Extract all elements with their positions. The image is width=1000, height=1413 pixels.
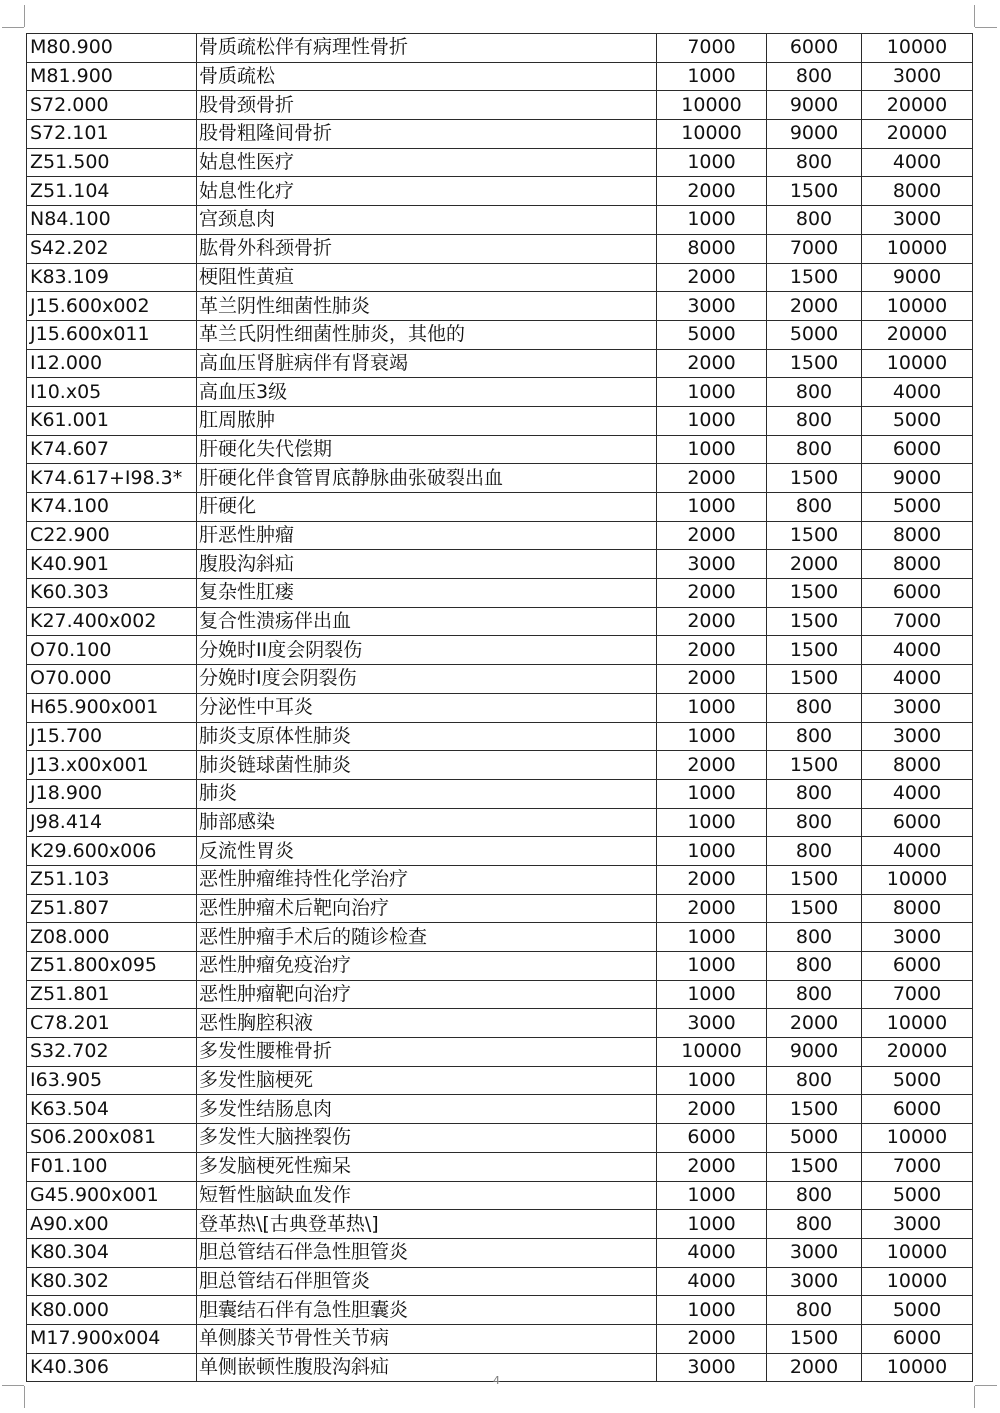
table-row	[27, 579, 973, 608]
amount-2-cell: 1500	[767, 579, 862, 608]
diagnosis-name-cell: 单侧嵌顿性腹股沟斜疝	[197, 1353, 657, 1382]
table-row	[27, 263, 973, 292]
amount-3-cell: 5000	[862, 1296, 973, 1325]
table-row	[27, 1066, 973, 1095]
table-row	[27, 1210, 973, 1239]
diagnosis-name-cell: 肺炎	[197, 779, 657, 808]
amount-3-cell: 4000	[862, 779, 973, 808]
diagnosis-code-cell: M80.900	[27, 34, 197, 63]
table-row	[27, 148, 973, 177]
amount-2-cell: 1500	[767, 349, 862, 378]
table-row	[27, 923, 973, 952]
diagnosis-name-cell: 复合性溃疡伴出血	[197, 607, 657, 636]
amount-3-cell: 10000	[862, 349, 973, 378]
amount-2-cell: 800	[767, 779, 862, 808]
crop-mark	[24, 5, 25, 27]
amount-2-cell: 3000	[767, 1267, 862, 1296]
diagnosis-code-cell: I12.000	[27, 349, 197, 378]
diagnosis-code-cell: K60.303	[27, 579, 197, 608]
amount-1-cell: 2000	[657, 665, 767, 694]
diagnosis-name-cell: 肺炎链球菌性肺炎	[197, 751, 657, 780]
diagnosis-code-cell: J98.414	[27, 808, 197, 837]
diagnosis-name-cell: 姑息性化疗	[197, 177, 657, 206]
table-row	[27, 1009, 973, 1038]
amount-3-cell: 8000	[862, 177, 973, 206]
table-row	[27, 120, 973, 149]
amount-3-cell: 20000	[862, 1038, 973, 1067]
amount-3-cell: 7000	[862, 607, 973, 636]
table-row	[27, 1095, 973, 1124]
diagnosis-code-cell: H65.900x001	[27, 693, 197, 722]
diagnosis-name-cell: 肝恶性肿瘤	[197, 521, 657, 550]
amount-2-cell: 1500	[767, 636, 862, 665]
diagnosis-name-cell: 多发性腰椎骨折	[197, 1038, 657, 1067]
diagnosis-name-cell: 肝硬化伴食管胃底静脉曲张破裂出血	[197, 464, 657, 493]
diagnosis-code-cell: N84.100	[27, 206, 197, 235]
diagnosis-name-cell: 骨质疏松伴有病理性骨折	[197, 34, 657, 63]
amount-3-cell: 3000	[862, 923, 973, 952]
diagnosis-name-cell: 单侧膝关节骨性关节病	[197, 1324, 657, 1353]
amount-1-cell: 2000	[657, 464, 767, 493]
amount-1-cell: 3000	[657, 292, 767, 321]
table-row	[27, 837, 973, 866]
amount-3-cell: 20000	[862, 320, 973, 349]
diagnosis-code-cell: Z51.103	[27, 865, 197, 894]
diagnosis-name-cell: 肺炎支原体性肺炎	[197, 722, 657, 751]
amount-3-cell: 4000	[862, 837, 973, 866]
amount-2-cell: 800	[767, 952, 862, 981]
table-row	[27, 952, 973, 981]
amount-2-cell: 800	[767, 435, 862, 464]
diagnosis-code-cell: K40.901	[27, 550, 197, 579]
diagnosis-name-cell: 腹股沟斜疝	[197, 550, 657, 579]
diagnosis-name-cell: 肺部感染	[197, 808, 657, 837]
amount-1-cell: 2000	[657, 607, 767, 636]
amount-3-cell: 6000	[862, 579, 973, 608]
amount-3-cell: 10000	[862, 1124, 973, 1153]
table-row	[27, 378, 973, 407]
diagnosis-name-cell: 骨质疏松	[197, 62, 657, 91]
amount-2-cell: 2000	[767, 550, 862, 579]
diagnosis-code-cell: A90.x00	[27, 1210, 197, 1239]
amount-3-cell: 3000	[862, 722, 973, 751]
amount-2-cell: 1500	[767, 1152, 862, 1181]
diagnosis-name-cell: 股骨颈骨折	[197, 91, 657, 120]
diagnosis-code-cell: S32.702	[27, 1038, 197, 1067]
amount-1-cell: 3000	[657, 1009, 767, 1038]
amount-2-cell: 1500	[767, 865, 862, 894]
table-row	[27, 779, 973, 808]
amount-1-cell: 2000	[657, 521, 767, 550]
amount-3-cell: 20000	[862, 120, 973, 149]
amount-1-cell: 10000	[657, 91, 767, 120]
diagnosis-name-cell: 恶性肿瘤靶向治疗	[197, 980, 657, 1009]
amount-3-cell: 5000	[862, 1181, 973, 1210]
diagnosis-name-cell: 梗阻性黄疸	[197, 263, 657, 292]
amount-2-cell: 2000	[767, 292, 862, 321]
amount-3-cell: 3000	[862, 62, 973, 91]
amount-2-cell: 5000	[767, 1124, 862, 1153]
diagnosis-code-cell: K74.617+I98.3*	[27, 464, 197, 493]
amount-1-cell: 1000	[657, 1210, 767, 1239]
table-row	[27, 1267, 973, 1296]
amount-1-cell: 2000	[657, 751, 767, 780]
crop-mark	[24, 1386, 25, 1408]
diagnosis-name-cell: 复杂性肛瘘	[197, 579, 657, 608]
table-row	[27, 1181, 973, 1210]
amount-2-cell: 1500	[767, 894, 862, 923]
table-row	[27, 206, 973, 235]
amount-2-cell: 6000	[767, 34, 862, 63]
amount-3-cell: 10000	[862, 34, 973, 63]
table-row	[27, 865, 973, 894]
diagnosis-name-cell: 肝硬化失代偿期	[197, 435, 657, 464]
amount-2-cell: 800	[767, 923, 862, 952]
diagnosis-name-cell: 反流性胃炎	[197, 837, 657, 866]
diagnosis-code-cell: K80.304	[27, 1238, 197, 1267]
table-row	[27, 320, 973, 349]
amount-3-cell: 10000	[862, 292, 973, 321]
amount-2-cell: 1500	[767, 607, 862, 636]
amount-3-cell: 10000	[862, 1353, 973, 1382]
diagnosis-code-cell: Z51.807	[27, 894, 197, 923]
table-row	[27, 808, 973, 837]
crop-mark	[975, 27, 997, 28]
amount-3-cell: 6000	[862, 952, 973, 981]
diagnosis-code-cell: F01.100	[27, 1152, 197, 1181]
diagnosis-code-cell: J18.900	[27, 779, 197, 808]
amount-2-cell: 1500	[767, 665, 862, 694]
table-row	[27, 1038, 973, 1067]
amount-3-cell: 8000	[862, 894, 973, 923]
diagnosis-table-body	[27, 34, 973, 1382]
amount-1-cell: 1000	[657, 923, 767, 952]
diagnosis-name-cell: 分泌性中耳炎	[197, 693, 657, 722]
crop-mark	[2, 27, 24, 28]
amount-1-cell: 3000	[657, 550, 767, 579]
amount-2-cell: 800	[767, 1210, 862, 1239]
amount-2-cell: 800	[767, 808, 862, 837]
diagnosis-code-cell: J13.x00x001	[27, 751, 197, 780]
diagnosis-code-cell: K61.001	[27, 406, 197, 435]
diagnosis-code-cell: O70.100	[27, 636, 197, 665]
amount-1-cell: 3000	[657, 1353, 767, 1382]
amount-1-cell: 8000	[657, 234, 767, 263]
table-row	[27, 292, 973, 321]
amount-3-cell: 9000	[862, 263, 973, 292]
table-row	[27, 464, 973, 493]
table-row	[27, 521, 973, 550]
amount-2-cell: 2000	[767, 1353, 862, 1382]
diagnosis-code-cell: K80.302	[27, 1267, 197, 1296]
amount-1-cell: 2000	[657, 1324, 767, 1353]
amount-3-cell: 3000	[862, 1210, 973, 1239]
amount-2-cell: 800	[767, 980, 862, 1009]
diagnosis-name-cell: 多发性脑梗死	[197, 1066, 657, 1095]
amount-3-cell: 10000	[862, 1267, 973, 1296]
amount-1-cell: 2000	[657, 636, 767, 665]
table-row	[27, 607, 973, 636]
table-row	[27, 1296, 973, 1325]
diagnosis-code-cell: K74.100	[27, 493, 197, 522]
amount-2-cell: 800	[767, 1181, 862, 1210]
diagnosis-name-cell: 胆总管结石伴急性胆管炎	[197, 1238, 657, 1267]
amount-2-cell: 800	[767, 406, 862, 435]
diagnosis-code-cell: K27.400x002	[27, 607, 197, 636]
table-row	[27, 665, 973, 694]
table-row	[27, 435, 973, 464]
table-row	[27, 1152, 973, 1181]
amount-1-cell: 1000	[657, 435, 767, 464]
amount-1-cell: 4000	[657, 1238, 767, 1267]
diagnosis-code-cell: Z51.500	[27, 148, 197, 177]
table-row	[27, 1324, 973, 1353]
amount-3-cell: 5000	[862, 1066, 973, 1095]
diagnosis-code-cell: C22.900	[27, 521, 197, 550]
amount-3-cell: 7000	[862, 1152, 973, 1181]
amount-1-cell: 1000	[657, 952, 767, 981]
table-row	[27, 406, 973, 435]
diagnosis-name-cell: 宫颈息肉	[197, 206, 657, 235]
diagnosis-code-cell: K63.504	[27, 1095, 197, 1124]
amount-2-cell: 800	[767, 837, 862, 866]
diagnosis-code-cell: J15.600x002	[27, 292, 197, 321]
amount-3-cell: 8000	[862, 521, 973, 550]
amount-1-cell: 1000	[657, 808, 767, 837]
diagnosis-code-cell: S72.000	[27, 91, 197, 120]
amount-3-cell: 3000	[862, 693, 973, 722]
amount-3-cell: 9000	[862, 464, 973, 493]
diagnosis-name-cell: 登革热\[古典登革热\]	[197, 1210, 657, 1239]
table-row	[27, 751, 973, 780]
diagnosis-name-cell: 恶性肿瘤免疫治疗	[197, 952, 657, 981]
table-row	[27, 177, 973, 206]
table-row	[27, 1238, 973, 1267]
diagnosis-code-cell: M17.900x004	[27, 1324, 197, 1353]
amount-3-cell: 6000	[862, 1095, 973, 1124]
amount-3-cell: 8000	[862, 550, 973, 579]
diagnosis-name-cell: 革兰阴性细菌性肺炎	[197, 292, 657, 321]
table-row	[27, 636, 973, 665]
amount-2-cell: 1500	[767, 1095, 862, 1124]
crop-mark	[974, 1386, 975, 1408]
amount-1-cell: 1000	[657, 1066, 767, 1095]
crop-mark	[974, 5, 975, 27]
amount-2-cell: 1500	[767, 464, 862, 493]
amount-1-cell: 4000	[657, 1267, 767, 1296]
diagnosis-name-cell: 多发性大脑挫裂伤	[197, 1124, 657, 1153]
table-row	[27, 550, 973, 579]
amount-2-cell: 800	[767, 206, 862, 235]
amount-1-cell: 1000	[657, 1296, 767, 1325]
amount-3-cell: 4000	[862, 378, 973, 407]
amount-1-cell: 2000	[657, 1095, 767, 1124]
amount-3-cell: 6000	[862, 1324, 973, 1353]
amount-2-cell: 1500	[767, 177, 862, 206]
amount-1-cell: 10000	[657, 120, 767, 149]
amount-1-cell: 1000	[657, 1181, 767, 1210]
amount-3-cell: 4000	[862, 665, 973, 694]
amount-2-cell: 800	[767, 722, 862, 751]
diagnosis-name-cell: 高血压3级	[197, 378, 657, 407]
page-number: 4	[493, 1374, 500, 1387]
table-row	[27, 980, 973, 1009]
amount-1-cell: 7000	[657, 34, 767, 63]
amount-2-cell: 1500	[767, 263, 862, 292]
amount-1-cell: 1000	[657, 980, 767, 1009]
diagnosis-code-cell: M81.900	[27, 62, 197, 91]
amount-1-cell: 2000	[657, 263, 767, 292]
amount-1-cell: 2000	[657, 865, 767, 894]
diagnosis-code-cell: G45.900x001	[27, 1181, 197, 1210]
diagnosis-name-cell: 短暂性脑缺血发作	[197, 1181, 657, 1210]
diagnosis-name-cell: 多发性结肠息肉	[197, 1095, 657, 1124]
amount-3-cell: 4000	[862, 148, 973, 177]
amount-1-cell: 1000	[657, 722, 767, 751]
diagnosis-code-cell: K80.000	[27, 1296, 197, 1325]
diagnosis-name-cell: 分娩时II度会阴裂伤	[197, 636, 657, 665]
amount-3-cell: 6000	[862, 808, 973, 837]
amount-2-cell: 800	[767, 1296, 862, 1325]
diagnosis-code-cell: C78.201	[27, 1009, 197, 1038]
amount-2-cell: 9000	[767, 91, 862, 120]
amount-3-cell: 5000	[862, 406, 973, 435]
amount-2-cell: 800	[767, 1066, 862, 1095]
amount-2-cell: 9000	[767, 1038, 862, 1067]
diagnosis-code-cell: J15.600x011	[27, 320, 197, 349]
table-row	[27, 234, 973, 263]
diagnosis-code-cell: J15.700	[27, 722, 197, 751]
amount-1-cell: 1000	[657, 206, 767, 235]
amount-2-cell: 5000	[767, 320, 862, 349]
amount-3-cell: 5000	[862, 493, 973, 522]
amount-2-cell: 9000	[767, 120, 862, 149]
amount-1-cell: 2000	[657, 177, 767, 206]
amount-2-cell: 800	[767, 148, 862, 177]
amount-1-cell: 1000	[657, 148, 767, 177]
amount-1-cell: 2000	[657, 894, 767, 923]
amount-1-cell: 10000	[657, 1038, 767, 1067]
diagnosis-code-cell: O70.000	[27, 665, 197, 694]
amount-1-cell: 1000	[657, 62, 767, 91]
amount-3-cell: 8000	[862, 751, 973, 780]
diagnosis-code-cell: K83.109	[27, 263, 197, 292]
amount-3-cell: 3000	[862, 206, 973, 235]
table-row	[27, 62, 973, 91]
amount-2-cell: 800	[767, 493, 862, 522]
amount-2-cell: 7000	[767, 234, 862, 263]
diagnosis-code-cell: K74.607	[27, 435, 197, 464]
amount-1-cell: 1000	[657, 493, 767, 522]
amount-3-cell: 10000	[862, 1238, 973, 1267]
amount-1-cell: 1000	[657, 406, 767, 435]
amount-3-cell: 20000	[862, 91, 973, 120]
amount-2-cell: 1500	[767, 751, 862, 780]
amount-1-cell: 2000	[657, 1152, 767, 1181]
diagnosis-name-cell: 股骨粗隆间骨折	[197, 120, 657, 149]
diagnosis-name-cell: 革兰氏阴性细菌性肺炎，其他的	[197, 320, 657, 349]
table-row	[27, 693, 973, 722]
diagnosis-code-cell: Z08.000	[27, 923, 197, 952]
diagnosis-name-cell: 姑息性医疗	[197, 148, 657, 177]
diagnosis-code-cell: S72.101	[27, 120, 197, 149]
amount-1-cell: 2000	[657, 349, 767, 378]
amount-3-cell: 4000	[862, 636, 973, 665]
diagnosis-code-cell: I10.x05	[27, 378, 197, 407]
amount-3-cell: 10000	[862, 865, 973, 894]
amount-2-cell: 1500	[767, 521, 862, 550]
table-row	[27, 894, 973, 923]
diagnosis-code-cell: Z51.104	[27, 177, 197, 206]
amount-1-cell: 1000	[657, 779, 767, 808]
diagnosis-code-cell: K29.600x006	[27, 837, 197, 866]
amount-2-cell: 1500	[767, 1324, 862, 1353]
amount-3-cell: 10000	[862, 1009, 973, 1038]
amount-3-cell: 7000	[862, 980, 973, 1009]
table-row	[27, 493, 973, 522]
table-row	[27, 91, 973, 120]
amount-1-cell: 1000	[657, 378, 767, 407]
diagnosis-name-cell: 肱骨外科颈骨折	[197, 234, 657, 263]
amount-1-cell: 5000	[657, 320, 767, 349]
amount-1-cell: 1000	[657, 837, 767, 866]
amount-1-cell: 1000	[657, 693, 767, 722]
amount-1-cell: 2000	[657, 579, 767, 608]
crop-mark	[2, 1385, 24, 1386]
amount-1-cell: 6000	[657, 1124, 767, 1153]
table-row	[27, 722, 973, 751]
amount-2-cell: 800	[767, 378, 862, 407]
table-row	[27, 1124, 973, 1153]
diagnosis-code-cell: Z51.800x095	[27, 952, 197, 981]
diagnosis-name-cell: 肛周脓肿	[197, 406, 657, 435]
diagnosis-name-cell: 肝硬化	[197, 493, 657, 522]
amount-2-cell: 800	[767, 62, 862, 91]
diagnosis-name-cell: 胆总管结石伴胆管炎	[197, 1267, 657, 1296]
diagnosis-code-cell: I63.905	[27, 1066, 197, 1095]
diagnosis-table	[26, 33, 973, 1382]
amount-2-cell: 800	[767, 693, 862, 722]
diagnosis-name-cell: 恶性肿瘤维持性化学治疗	[197, 865, 657, 894]
diagnosis-name-cell: 恶性胸腔积液	[197, 1009, 657, 1038]
table-row	[27, 349, 973, 378]
diagnosis-name-cell: 恶性肿瘤术后靶向治疗	[197, 894, 657, 923]
diagnosis-code-cell: S06.200x081	[27, 1124, 197, 1153]
diagnosis-name-cell: 胆囊结石伴有急性胆囊炎	[197, 1296, 657, 1325]
amount-2-cell: 2000	[767, 1009, 862, 1038]
diagnosis-name-cell: 恶性肿瘤手术后的随诊检查	[197, 923, 657, 952]
diagnosis-name-cell: 多发脑梗死性痴呆	[197, 1152, 657, 1181]
diagnosis-name-cell: 分娩时I度会阴裂伤	[197, 665, 657, 694]
crop-mark	[975, 1385, 997, 1386]
diagnosis-code-cell: Z51.801	[27, 980, 197, 1009]
diagnosis-code-cell: S42.202	[27, 234, 197, 263]
diagnosis-code-cell: K40.306	[27, 1353, 197, 1382]
table-row	[27, 34, 973, 63]
amount-3-cell: 6000	[862, 435, 973, 464]
diagnosis-name-cell: 高血压肾脏病伴有肾衰竭	[197, 349, 657, 378]
amount-2-cell: 3000	[767, 1238, 862, 1267]
amount-3-cell: 10000	[862, 234, 973, 263]
